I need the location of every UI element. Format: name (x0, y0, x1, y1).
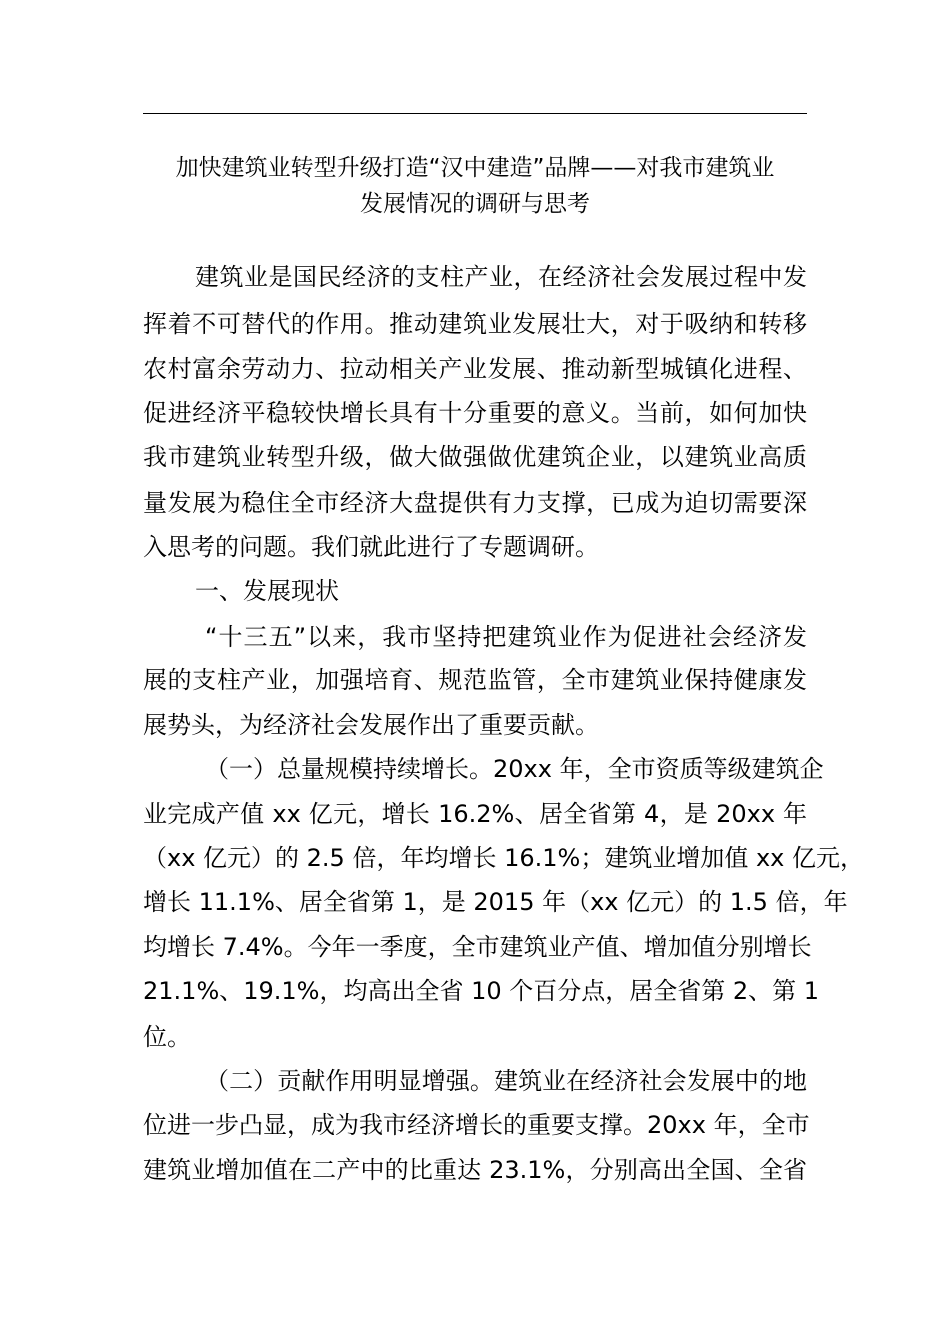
paragraph-line: 均增长 7.4%。今年一季度，全市建筑业产值、增加值分别增长 (143, 933, 812, 961)
paragraph-line: 位进一步凸显，成为我市经济增长的重要支撑。20xx 年，全市 (143, 1111, 810, 1139)
page-title: 加快建筑业转型升级打造“汉中建造”品牌——对我市建筑业 (175, 155, 775, 181)
section-heading: 一、发展现状 (195, 577, 339, 605)
paragraph-line: 促进经济平稳较快增长具有十分重要的意义。当前，如何加快 (143, 399, 807, 427)
paragraph-line: （一）总量规模持续增长。20xx 年，全市资质等级建筑企 (205, 755, 824, 783)
paragraph-line: 量发展为稳住全市经济大盘提供有力支撑，已成为迫切需要深 (143, 489, 807, 517)
paragraph-line: 建筑业是国民经济的支柱产业，在经济社会发展过程中发 (195, 263, 807, 291)
paragraph-line: 展的支柱产业，加强培育、规范监管，全市建筑业保持健康发 (143, 666, 807, 694)
paragraph-line: “十三五”以来，我市坚持把建筑业作为促进社会经济发 (205, 623, 807, 651)
paragraph-line: 建筑业增加值在二产中的比重达 23.1%，分别高出全国、全省 (143, 1156, 807, 1184)
paragraph-line: 挥着不可替代的作用。推动建筑业发展壮大，对于吸纳和转移 (143, 310, 807, 338)
paragraph-line: （xx 亿元）的 2.5 倍，年均增长 16.1%；建筑业增加值 xx 亿元， (143, 844, 864, 872)
paragraph-line: （二）贡献作用明显增强。建筑业在经济社会发展中的地 (205, 1067, 807, 1095)
paragraph-line: 展势头，为经济社会发展作出了重要贡献。 (143, 711, 599, 739)
paragraph-line: 位。 (143, 1023, 191, 1051)
page-title-continued: 发展情况的调研与思考 (360, 191, 590, 217)
paragraph-line: 入思考的问题。我们就此进行了专题调研。 (143, 533, 599, 561)
paragraph-line: 21.1%、19.1%，均高出全省 10 个百分点，居全省第 2、第 1 (143, 977, 820, 1005)
paragraph-line: 业完成产值 xx 亿元，增长 16.2%、居全省第 4，是 20xx 年 (143, 800, 807, 828)
header-rule (143, 113, 807, 114)
paragraph-line: 农村富余劳动力、拉动相关产业发展、推动新型城镇化进程、 (143, 355, 807, 383)
paragraph-line: 我市建筑业转型升级，做大做强做优建筑企业，以建筑业高质 (143, 443, 807, 471)
paragraph-line: 增长 11.1%、居全省第 1，是 2015 年（xx 亿元）的 1.5 倍，年 (143, 888, 848, 916)
